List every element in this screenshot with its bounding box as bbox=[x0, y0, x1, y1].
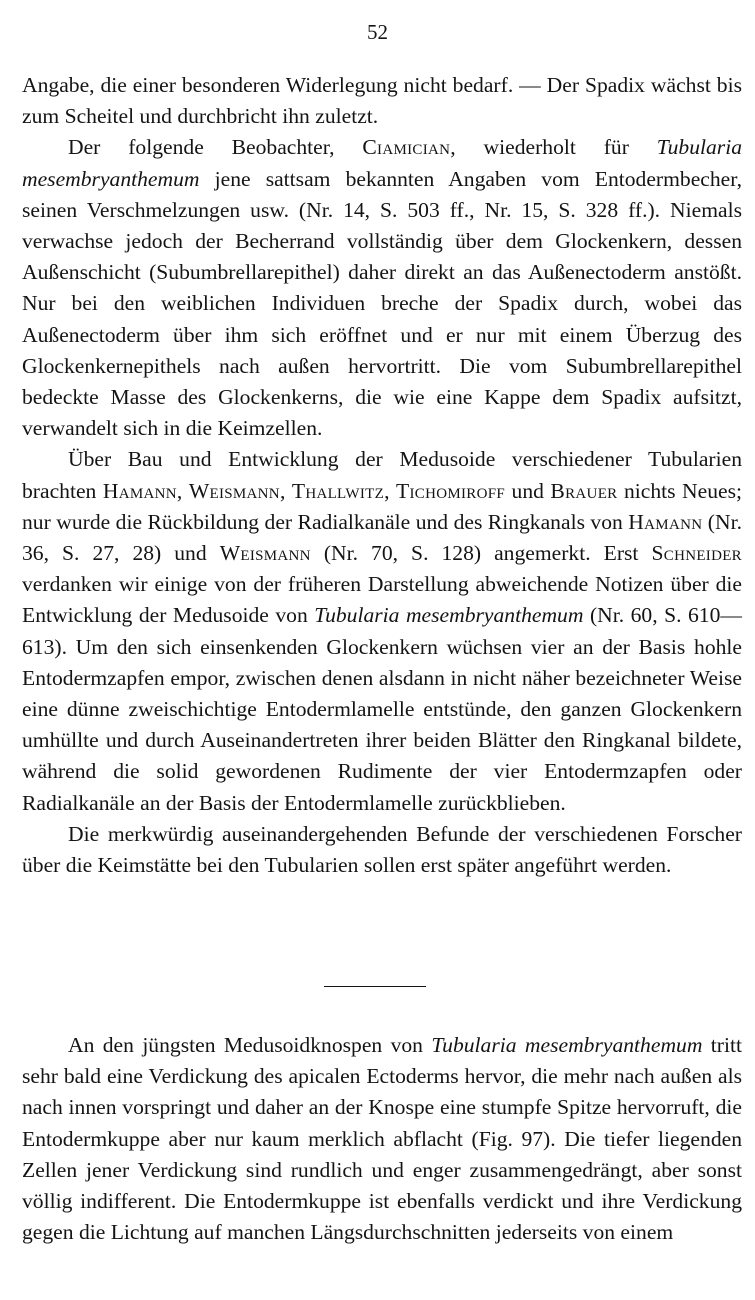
text-run: (Nr. 70, S. 128) angemerkt. Erst bbox=[310, 541, 652, 566]
author-name: Hamann bbox=[102, 478, 177, 503]
text-run: Der folgende Beobachter, bbox=[68, 135, 363, 160]
paragraph bbox=[22, 1030, 742, 1248]
text-run: , wiederholt für bbox=[450, 135, 657, 160]
page-number: 52 bbox=[367, 20, 388, 44]
text-run: (Nr. 60, S. 610—613). Um den sich einsenkenden Glockenkern wüchsen vier an der Basis hohle Entodermzapfen empor, zwischen denen alsdann in nicht näher bezeichneter Weise eine dünne zweischichtige Entodermlamelle entstünde, den ganzen Glockenkern umhüllte und durch Auseinandertreten ihrer beiden Blätter den Ringkanal bildete, während die solid gewordenen Rudimente der vier Entodermzapfen oder Radialkanäle an der Basis der Entodermlamelle zurückblieben. bbox=[22, 603, 742, 815]
author-name: Schneider bbox=[651, 541, 742, 566]
text-run: , bbox=[176, 478, 189, 503]
paragraph bbox=[22, 444, 742, 818]
text-run: An den jüngsten Medusoidknospen von bbox=[68, 1033, 432, 1057]
author-name: Weismann bbox=[188, 478, 280, 503]
paragraph bbox=[22, 70, 742, 132]
species-name: Tubularia mesembryanthemum bbox=[431, 1033, 703, 1057]
author-name: Weismann bbox=[219, 541, 311, 566]
species-name: Tubularia mesembryanthemum bbox=[314, 603, 584, 628]
text-run: nichts Neues; nur wurde die Rückbildung der Radialkanäle und des Ringkanals von bbox=[22, 478, 743, 534]
author-name: Hamann bbox=[628, 509, 703, 534]
section-separator-rule bbox=[324, 986, 426, 987]
author-name: Brauer bbox=[550, 478, 618, 503]
text-run: (Nr. 36, S. 27, 28) und bbox=[22, 509, 742, 566]
paragraph bbox=[22, 819, 742, 881]
text-run: jene sattsam bekannten Angaben vom Entodermbecher, seinen Verschmelzungen usw. (Nr. 14, S. 503 ff., Nr. 15, S. 328 ff.). Niemals verwachse jedoch der Becherrand vollständig über dem Glockenkern, dessen Außenschicht (Subumbrellarepithel) daher direkt an das Außenectoderm anstößt. Nur bei den weiblichen Individuen breche der Spadix durch, wobei das Außenectoderm über ihm sich eröffnet und er nur mit einem Überzug des Glockenkernepithels nach außen hervortritt. Die vom Subumbrellarepithel bedeckte Masse des Glockenkerns, die wie eine Kappe dem Spadix aufsitzt, verwandelt sich in die Keimzellen. bbox=[22, 166, 742, 441]
text-run: Angabe, die einer besonderen Widerlegung nicht bedarf. — Der Spadix wächst bis zum Scheitel und durchbricht ihn zuletzt. bbox=[22, 73, 742, 129]
text-run: tritt sehr bald eine Verdickung des apicalen Ectoderms hervor, die mehr nach außen als nach innen vorspringt und daher an der Knospe eine stumpfe Spitze hervorruft, die Entodermkuppe aber nur kaum merklich abflacht (Fig. 97). Die tiefer liegenden Zellen jener Verdickung sind rundlich und enger zusammengedrängt, aber sonst völlig indifferent. Die Entodermkuppe ist ebenfalls verdickt und ihre Verdickung gegen die Lichtung auf manchen Längsdurchschnitten jederseits von einem bbox=[22, 1033, 742, 1245]
text-run: verdanken wir einige von der früheren Darstellung abweichende Notizen über die Entwicklung der Medusoide von bbox=[22, 572, 742, 628]
text-run: und bbox=[505, 478, 551, 503]
author-name: Ciamician bbox=[362, 135, 451, 160]
text-run: , bbox=[384, 478, 396, 503]
new-section-text bbox=[22, 1030, 742, 1248]
text-run: Über Bau und Entwicklung der Medusoide verschiedener Tubularien brachten bbox=[22, 447, 742, 503]
author-name: Tichomiroff bbox=[396, 478, 506, 503]
main-text-section bbox=[22, 70, 742, 881]
paragraph bbox=[22, 132, 742, 444]
text-run: Die merkwürdig auseinandergehenden Befunde der verschiedenen Forscher über die Keimstätte bei den Tubularien sollen erst später angeführt werden. bbox=[22, 821, 742, 878]
author-name: Thallwitz bbox=[291, 478, 385, 503]
species-name: Tubularia mesembryanthemum bbox=[22, 135, 742, 191]
text-run: , bbox=[279, 478, 292, 503]
